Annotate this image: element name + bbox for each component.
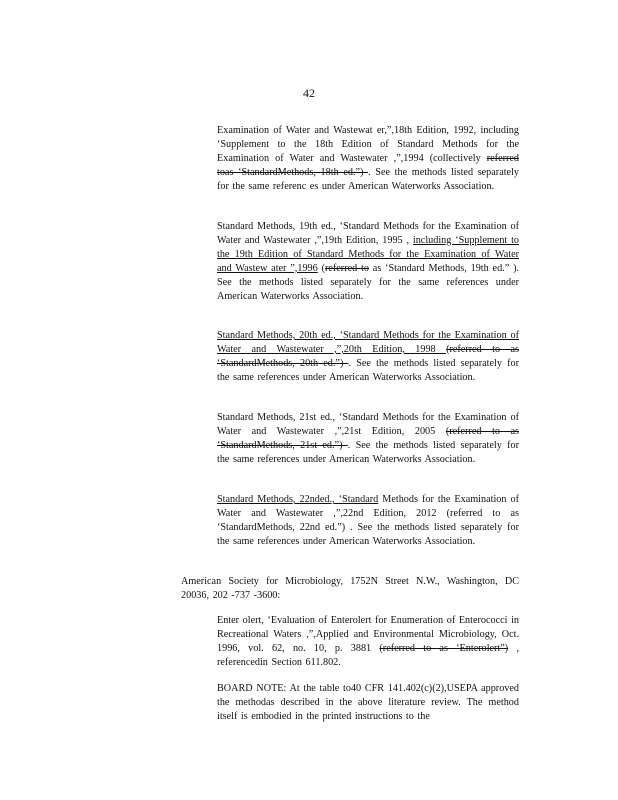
reference-enterolert [217,614,519,670]
text-run: (referred to as ‘StandardMethods, 21st ed.”) [217,425,519,451]
text-run: Standard Methods, 19th ed., ‘Standard Methods for the Examination of Water and Wastewater ,”,19th Edition, 1995 , [217,221,519,246]
text-run: , referencedin Section 611.802. [217,642,519,668]
text-run: Standard Methods, 20th ed., ‘Standard Methods for the Examination of Water and Wastewater ,”,20th Edition, 1998 [217,330,519,355]
text-run: . See the methods listed separately for the same references under American Waterworks Association. [217,357,520,383]
text-run: Methods for the Examination of Water and Wastewater ,”,22nd Edition, 2012 (referred to as ‘StandardMethods, 22nd ed.”) . See the methods listed separately for the same references under American Waterworks Association. [217,494,519,547]
text-run: American Society for Microbiology, 1752N Street N.W., Washington, DC 20036, 202 -737 -3600: [181,576,519,601]
society-heading [181,575,519,603]
text-run: BOARD NOTE: At the table to40 CFR 141.402(c)(2),USEPA approved the methodas described in the above literature review. The method itself is embodied in the printed instructions to the [217,683,519,722]
text-run: Standard Methods, 22nded., ‘Standard [217,494,379,505]
text-run: (referred to as ‘Enterolert”) [379,642,509,654]
text-run: ( [317,262,325,274]
reference-sm19 [217,220,519,303]
text-run: Examination of Water and Wastewat er,”,18th Edition, 1992, including ‘Supplement to the 18th Edition of Standard Methods for the Examination of Water and Wastewater ,”,1994 (collectively [217,125,519,164]
text-run: (referred to as ‘StandardMethods, 20th ed.”) [217,343,519,369]
reference-sm21 [217,411,519,467]
text-run: referred toas ‘StandardMethods, 18th ed.”) [217,152,519,178]
text-run: . See the methods listed separately for the same references under American Waterworks Association. [217,439,520,465]
reference-sm20 [217,329,519,385]
text-run: Standard Methods, 21st ed., ‘Standard Methods for the Examination of Water and Wastewater ,”,21st Edition, 2005 [217,412,519,437]
page-number: 42 [303,86,315,100]
reference-sm18 [217,124,519,194]
text-run: as ‘Standard Methods, 19th ed.” ). See the methods listed separately for the same references under American Waterworks Association. [217,262,520,302]
text-run: referred to [324,262,369,274]
text-run: . See the methods listed separately for the same referenc es under American Waterworks Association. [217,166,519,192]
board-note [217,682,519,724]
text-run: Enter olert, ‘Evaluation of Enterolert for Enumeration of Enterococci in Recreational Waters ,”,Applied and Environmental Microbiology, Oct. 1996, vol. 62, no. 10, p. 3881 [217,615,519,654]
reference-sm22 [217,493,519,549]
text-run: including ‘Supplement to the 19th Edition of Standard Methods for the Examination of Water and Wastew ater ”,1996 [217,234,520,274]
